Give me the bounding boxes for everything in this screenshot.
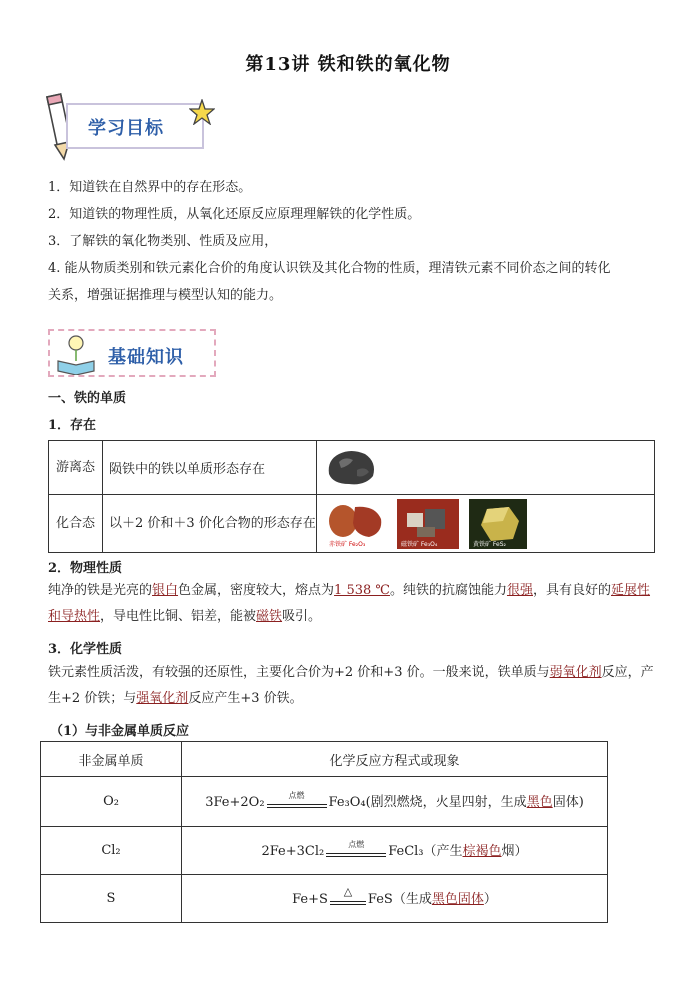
phys-text-4: ，具有良好的 <box>532 583 611 598</box>
objective-4-cont: 关系，增强证据推理与模型认知的能力。 <box>48 288 283 303</box>
products: FeS（生成 <box>367 892 432 908</box>
subsection-existence: 1．存在 <box>48 418 97 433</box>
phys-answer-3: 很强 <box>506 583 533 598</box>
objective-3: 3．了解铁的氧化物类别、性质及应用， <box>48 234 278 249</box>
phys-text-5: ，导电性比铜、铝差，能被 <box>100 609 257 624</box>
objective-4: 4. 能从物质类别和铁元素化合价的角度认识铁及其化合物的性质，理清铁元素不同价态之间的转化 <box>48 261 611 276</box>
phys-text-3: 。纯铁的抗腐蚀能力 <box>389 583 507 598</box>
table-row <box>49 495 655 553</box>
objective-2: 2．知道铁的物理性质，从氧化还原反应原理理解铁的化学性质。 <box>48 207 421 222</box>
phys-text-6: 吸引。 <box>282 609 322 624</box>
phys-answer-5: 磁铁 <box>256 609 283 624</box>
table-row <box>49 441 655 495</box>
equation-tail: 固体) <box>552 795 584 811</box>
condition-label: 点燃 <box>348 839 365 849</box>
phys-answer-1: 银白 <box>152 583 179 598</box>
products: FeCl₃（产生 <box>388 844 463 860</box>
equation-cell <box>182 875 608 923</box>
physical-properties-paragraph <box>48 578 658 630</box>
phys-answer-2: 1 538 ℃ <box>334 583 390 598</box>
phys-answer-4: 延展性和导热性 <box>48 583 651 624</box>
magnetite-label: 磁铁矿 Fe₃O₄ <box>401 540 438 548</box>
header-cell: 化学反应方程式或现象 <box>182 742 608 777</box>
table-header-row <box>41 742 608 777</box>
reactants: 2Fe+3Cl₂ <box>261 844 325 860</box>
equation-tail: 烟） <box>501 844 528 860</box>
reactants: Fe+S <box>292 892 328 908</box>
basics-banner-label: 基础知识 <box>108 347 184 368</box>
header-cell: 非金属单质 <box>41 742 182 777</box>
phys-text-2: 色金属，密度较大，熔点为 <box>178 583 335 598</box>
chem-answer-2: 强氧化剂 <box>136 691 189 706</box>
book-lightbulb-icon <box>54 331 98 375</box>
magnetite-image <box>397 499 459 549</box>
equation-cell <box>182 777 608 827</box>
basics-banner <box>44 325 219 383</box>
condition-arrow <box>326 839 386 861</box>
element-cell: Cl₂ <box>41 827 182 875</box>
meteorite-image <box>325 448 379 488</box>
star-icon <box>189 99 215 125</box>
table-row <box>41 777 608 827</box>
subsection-chemical: 3．化学性质 <box>48 642 123 657</box>
objective-1: 1．知道铁在自然界中的存在形态。 <box>48 180 252 195</box>
goals-banner-label: 学习目标 <box>88 118 164 139</box>
hematite-image <box>325 499 387 549</box>
phys-text-1: 纯净的铁是光亮的 <box>48 583 153 598</box>
reactants: 3Fe+2O₂ <box>205 795 265 811</box>
chem-text-2: 反应，产生+2 价铁；与 <box>48 665 654 706</box>
equation-answer: 棕褐色 <box>462 844 502 860</box>
hematite-label: 赤铁矿 Fe₂O₃ <box>329 540 366 548</box>
image-cell <box>317 441 655 495</box>
equation-tail: ） <box>483 892 497 908</box>
equation-cell <box>182 827 608 875</box>
subsection-physical: 2．物理性质 <box>48 561 123 576</box>
chem-text-1: 铁元素性质活泼，有较强的还原性，主要化合价为+2 价和+3 价。一般来说，铁单质与 <box>48 665 550 680</box>
condition-label: 点燃 <box>288 790 305 800</box>
condition-arrow <box>330 884 366 909</box>
state-cell: 化合态 <box>49 495 103 553</box>
existence-table <box>48 440 655 553</box>
equation-answer: 黑色固体 <box>431 892 484 908</box>
pyrite-label: 黄铁矿 FeS₂ <box>473 540 507 548</box>
page-title: 第13讲 铁和铁的氧化物 <box>245 54 451 75</box>
desc-cell: 陨铁中的铁以单质形态存在 <box>103 441 317 495</box>
condition-arrow <box>267 790 327 812</box>
chemical-properties-paragraph <box>48 660 658 712</box>
table-row <box>41 875 608 923</box>
desc-cell: 以＋2 价和＋3 价化合物的形态存在 <box>103 495 317 553</box>
element-cell: S <box>41 875 182 923</box>
nonmetal-reaction-table <box>40 741 608 923</box>
products: Fe₃O₄(剧烈燃烧，火星四射，生成 <box>328 795 527 811</box>
table-row <box>41 827 608 875</box>
chem-answer-1: 弱氧化剂 <box>549 665 602 680</box>
image-cell <box>317 495 655 553</box>
condition-label: △ <box>343 884 353 898</box>
equation-answer: 黑色 <box>526 795 553 811</box>
goals-banner <box>44 95 214 153</box>
subsection-nonmetal-reactions: （1）与非金属单质反应 <box>50 724 190 739</box>
chem-text-3: 反应产生+3 价铁。 <box>188 691 303 706</box>
pyrite-image <box>469 499 527 549</box>
element-cell: O₂ <box>41 777 182 827</box>
section-iron-element: 一、铁的单质 <box>48 391 127 406</box>
state-cell: 游离态 <box>49 441 103 495</box>
